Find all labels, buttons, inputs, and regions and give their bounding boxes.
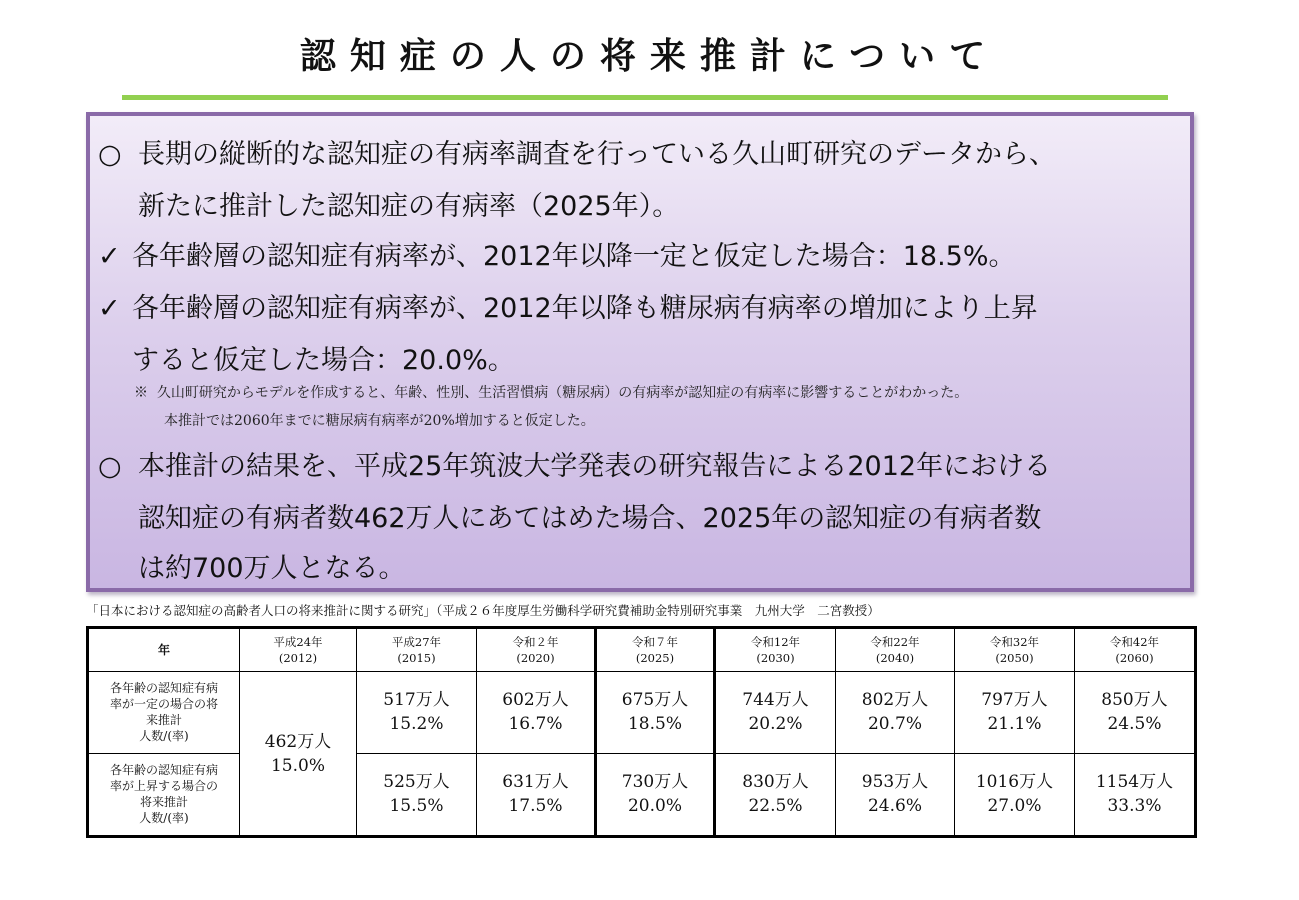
- title-underline: [122, 95, 1168, 100]
- cell-2025-rising: 730万人 20.0%: [596, 753, 715, 836]
- table-row: [88, 672, 1196, 754]
- col-header-2015: 平成27年 (2015): [357, 628, 477, 672]
- cell-2060-rising: 1154万人 33.3%: [1075, 753, 1196, 836]
- cell-2030-rising: 830万人 22.5%: [715, 753, 836, 836]
- col-header-2025: 令和７年 (2025): [596, 628, 715, 672]
- cell-2030-constant: 744万人 20.2%: [715, 672, 836, 754]
- bullet-2-line-1: ○ 本推計の結果を、平成25年筑波大学発表の研究報告による2012年における: [98, 451, 1052, 482]
- page-title: 認知症の人の将来推計について: [299, 36, 1000, 77]
- check-mark-icon: ✓: [98, 293, 121, 324]
- col-header-2030: 令和12年 (2030): [715, 628, 836, 672]
- cell-2015-rising: 525万人 15.5%: [357, 753, 477, 836]
- cell-2020-rising: 631万人 17.5%: [477, 753, 596, 836]
- cell-2025-constant: 675万人 18.5%: [596, 672, 715, 754]
- cell-2050-constant: 797万人 21.1%: [955, 672, 1075, 754]
- note-line-1: ※ 久山町研究からモデルを作成すると、年齢、性別、生活習慣病（糖尿病）の有病率が認知症の有病率に影響することがわかった。: [134, 385, 969, 401]
- cell-2060-constant: 850万人 24.5%: [1075, 672, 1196, 754]
- cell-2040-rising: 953万人 24.6%: [836, 753, 955, 836]
- check-mark-icon: ✓: [98, 241, 121, 272]
- projection-table: [86, 626, 1197, 838]
- bullet-1-line-2: 新たに推計した認知症の有病率（2025年）。: [138, 191, 680, 222]
- source-citation: 「日本における認知症の高齢者人口の将来推計に関する研究」（平成２６年度厚生労働科学研究費補助金特別研究事業 九州大学 二宮教授）: [86, 603, 880, 618]
- row-label-rising: 各年齢の認知症有病 率が上昇する場合の 将来推計 人数/(率): [88, 753, 240, 836]
- note-mark: ※: [134, 385, 148, 401]
- check-2-line-1: ✓ 各年齢層の認知症有病率が、2012年以降も糖尿病有病率の増加により上昇: [98, 293, 1038, 324]
- row-label-constant: 各年齢の認知症有病 率が一定の場合の将 来推計 人数/(率): [88, 672, 240, 754]
- bullet-2-line-2: 認知症の有病者数462万人にあてはめた場合、2025年の認知症の有病者数: [138, 503, 1042, 534]
- col-header-2012: 平成24年 (2012): [240, 628, 357, 672]
- col-header-2020: 令和２年 (2020): [477, 628, 596, 672]
- col-header-2060: 令和42年 (2060): [1075, 628, 1196, 672]
- check-2-line-2: すると仮定した場合：20.0%。: [132, 345, 515, 376]
- cell-2020-constant: 602万人 16.7%: [477, 672, 596, 754]
- note-line-2: 本推計では2060年までに糖尿病有病率が20%増加すると仮定した。: [164, 413, 595, 429]
- col-header-2050: 令和32年 (2050): [955, 628, 1075, 672]
- cell-2012-base: 462万人 15.0%: [240, 672, 357, 837]
- summary-panel: [86, 112, 1194, 592]
- check-1-line-1: ✓ 各年齢層の認知症有病率が、2012年以降一定と仮定した場合：18.5%。: [98, 241, 1016, 272]
- bullet-2-line-3: は約700万人となる。: [138, 553, 406, 584]
- col-header-2040: 令和22年 (2040): [836, 628, 955, 672]
- year-header: 年: [88, 628, 240, 672]
- cell-2050-rising: 1016万人 27.0%: [955, 753, 1075, 836]
- circle-bullet-icon: ○: [98, 451, 122, 482]
- cell-2040-constant: 802万人 20.7%: [836, 672, 955, 754]
- bullet-1-line-1: ○ 長期の縦断的な認知症の有病率調査を行っている久山町研究のデータから、: [98, 139, 1056, 170]
- table-header-row: [88, 628, 1196, 672]
- cell-2015-constant: 517万人 15.2%: [357, 672, 477, 754]
- circle-bullet-icon: ○: [98, 139, 122, 170]
